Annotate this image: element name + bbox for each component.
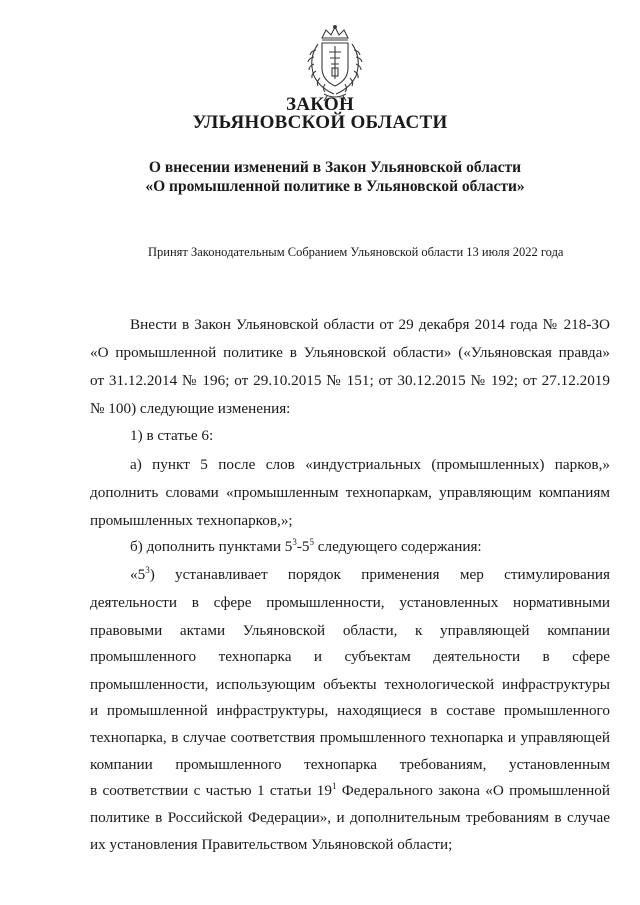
point-5-3-text: ) устанавливает порядок применения мер стимулирования bbox=[149, 566, 610, 583]
paragraph-1-line-4: № 100) следующие изменения: bbox=[90, 400, 291, 417]
item-a-line-3: промышленных технопарков,»; bbox=[90, 512, 293, 529]
item-b-sup-1: 3 bbox=[292, 537, 297, 547]
law-region-title: УЛЬЯНОВСКОЙ ОБЛАСТИ bbox=[192, 112, 448, 133]
adoption-note: Принят Законодательным Собранием Ульяновской области 13 июля 2022 года bbox=[148, 245, 564, 259]
paragraph-1-line-3: от 31.12.2014 № 196; от 29.10.2015 № 151; от 30.12.2015 № 192; от 27.12.2019 bbox=[90, 372, 610, 389]
point-5-3-line-8: компании промышленного технопарка требованиям, установленным bbox=[90, 756, 610, 773]
item-1: 1) в статье 6: bbox=[130, 427, 214, 444]
item-b-text-pre: б) дополнить пунктами 5 bbox=[130, 538, 293, 555]
paragraph-1-line-2: «О промышленной политике в Ульяновской области» («Ульяновская правда» bbox=[90, 344, 610, 361]
point-5-3-sup: 3 bbox=[145, 565, 150, 575]
coat-of-arms-icon bbox=[300, 24, 370, 102]
point-5-3-line-2: деятельности в сфере промышленности, установленных нормативными bbox=[90, 594, 610, 611]
item-b-sup-2: 5 bbox=[309, 537, 314, 547]
point-5-3-line-3: правовыми актами Ульяновской области, к управляющей компании bbox=[90, 622, 610, 639]
item-a-line-1: а) пункт 5 после слов «индустриальных (промышленных) парков,» bbox=[130, 456, 610, 473]
law-subject-line1: О внесении изменений в Закон Ульяновской области bbox=[148, 159, 522, 176]
law-title: ЗАКОН bbox=[285, 94, 355, 115]
point-5-3-num: «5 bbox=[130, 566, 146, 583]
point-5-3-line-11: их установления Правительством Ульяновской области; bbox=[90, 836, 453, 853]
point-5-3-line-6: и промышленной инфраструктуры, находящиеся в составе промышленного bbox=[90, 702, 610, 719]
item-b-text-mid: -5 bbox=[296, 538, 310, 555]
point-5-3-line-4: промышленного технопарка и субъектам деятельности в сфере bbox=[90, 648, 610, 665]
point-5-3-line-7: технопарка, в случае соответствия промышленного технопарка и управляющей bbox=[90, 729, 610, 746]
law-subject-line2: «О промышленной политике в Ульяновской области» bbox=[145, 178, 525, 195]
point-5-3-line-5: промышленности, использующим объекты технологической инфраструктуры bbox=[90, 676, 610, 693]
point-5-3-line-1 bbox=[130, 564, 610, 586]
point-5-3-line-9 bbox=[90, 780, 610, 802]
point-5-3-line-10: политике в Российской Федерации», и дополнительным требованиям в случае bbox=[90, 809, 610, 826]
article-19-sup: 1 bbox=[331, 781, 337, 791]
item-b-text-post: следующего содержания: bbox=[314, 538, 482, 555]
point-5-3-line-9-post: Федерального закона «О промышленной bbox=[336, 782, 611, 799]
item-a-line-2: дополнить словами «промышленным технопаркам, управляющим компаниям bbox=[90, 484, 610, 501]
point-5-3-line-9-pre: в соответствии с частью 1 статьи 19 bbox=[90, 782, 332, 799]
paragraph-1-line-1: Внести в Закон Ульяновской области от 29 декабря 2014 года № 218-ЗО bbox=[130, 316, 610, 333]
item-b bbox=[130, 536, 482, 558]
